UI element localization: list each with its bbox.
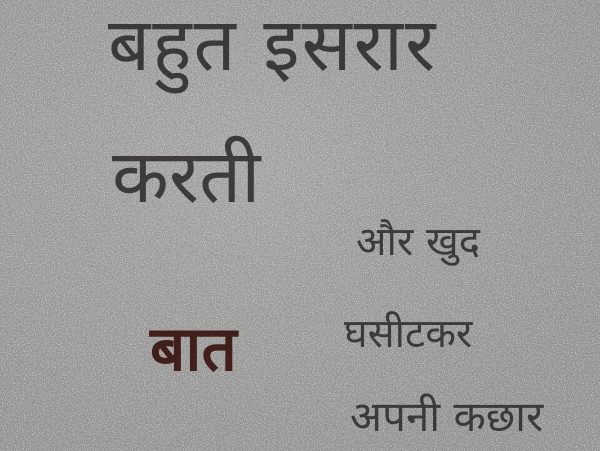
poem-line-4-highlighted: बात bbox=[150, 312, 237, 385]
poem-line-5: घसीटकर bbox=[344, 311, 473, 357]
poem-line-1: बहुत इसरार bbox=[108, 2, 438, 88]
poem-line-3: और खुद bbox=[356, 219, 480, 265]
poem-line-6: अपनी कछार bbox=[350, 392, 544, 441]
poem-line-2: करती bbox=[112, 134, 261, 220]
